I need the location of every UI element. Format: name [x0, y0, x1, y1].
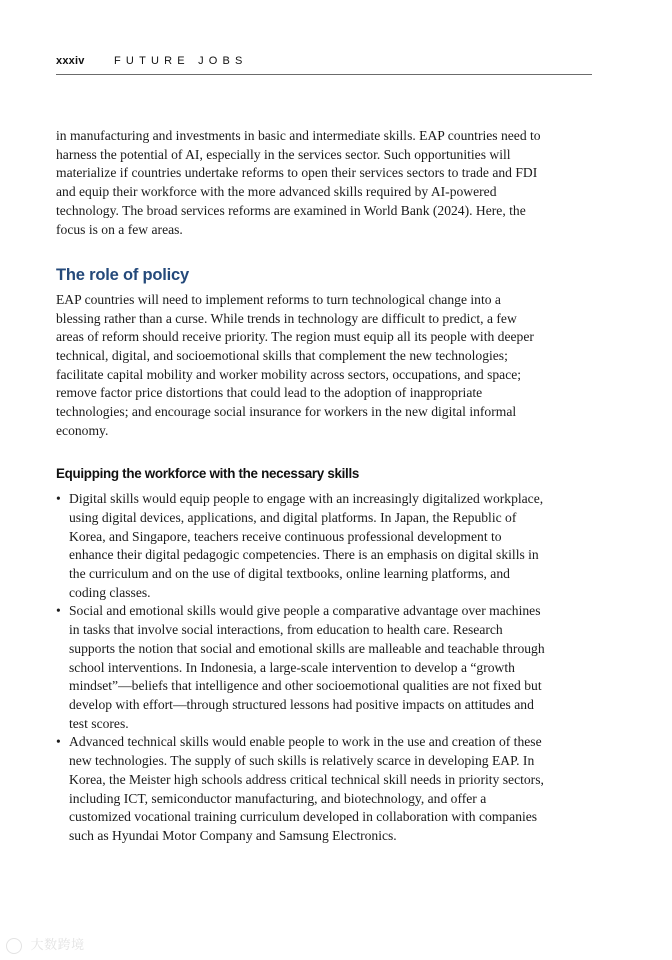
bullet-icon: • — [56, 734, 61, 750]
page-content — [56, 127, 546, 846]
page-number: xxxiv — [56, 55, 85, 67]
bullet-icon: • — [56, 603, 61, 619]
book-title: FUTURE JOBS — [114, 55, 248, 67]
watermark-text: 大数跨境 — [30, 938, 85, 953]
list-item — [56, 490, 546, 602]
list-item-text: Social and emotional skills would give people a comparative advantage over machines in tasks that involve social interactions, from education to health care. Research supports the notion that social and emotional skills are malleable and teachable through school interventions. In Indonesia, a large-scale intervention to develop a “growth mindset”—beliefs that intelligence and other socioemotional qualities are not fixed but develop with effort—through structured lessons had positive impacts on attitudes and test scores. — [69, 603, 545, 731]
running-head — [56, 54, 592, 75]
watermark-logo-icon — [6, 938, 22, 954]
list-item — [56, 602, 546, 733]
bullet-list — [56, 490, 546, 845]
list-item-text: Advanced technical skills would enable people to work in the use and creation of these new technologies. The supply of such skills is relatively scarce in developing EAP. In Korea, the Meister high schools address critical technical skill needs in priority sectors, including ICT, semiconductor manufacturing, and biotechnology, and offer a customized vocational training curriculum developed in collaboration with companies such as Hyundai Motor Company and Samsung Electronics. — [69, 734, 544, 843]
intro-paragraph: in manufacturing and investments in basic and intermediate skills. EAP countries need to harness the potential of AI, especially in the services sector. Such opportunities will materialize if countries undertake reforms to open their services sectors to trade and FDI and equip their workforce with the more advanced skills required by AI-powered technology. The broad services reforms are examined in World Bank (2024). Here, the focus is on a few areas. — [56, 128, 541, 237]
section-heading: The role of policy — [56, 266, 190, 285]
list-item-text: Digital skills would equip people to engage with an increasingly digitalized workplace, using digital devices, applications, and digital platforms. In Japan, the Republic of Korea, and Singapore, teachers receive continuous professional development to enhance their digital pedagogic competencies. There is an emphasis on digital skills in the curriculum and on the use of digital textbooks, online learning platforms, and coding classes. — [69, 491, 544, 600]
list-item — [56, 733, 546, 845]
bullet-icon: • — [56, 491, 61, 507]
section-paragraph: EAP countries will need to implement reforms to turn technological change into a blessing rather than a curse. While trends in technology are difficult to predict, a few areas of reform should receive priority. The region must equip all its people with deeper technical, digital, and socioemotional skills that complement the new technologies; facilitate capital mobility and worker mobility across sectors, occupations, and space; remove factor price distortions that could lead to the adoption of inappropriate technologies; and encourage social insurance for workers in the new digital informal economy. — [56, 291, 534, 438]
watermark — [6, 934, 85, 954]
subsection-heading: Equipping the workforce with the necessary skills — [56, 465, 360, 481]
